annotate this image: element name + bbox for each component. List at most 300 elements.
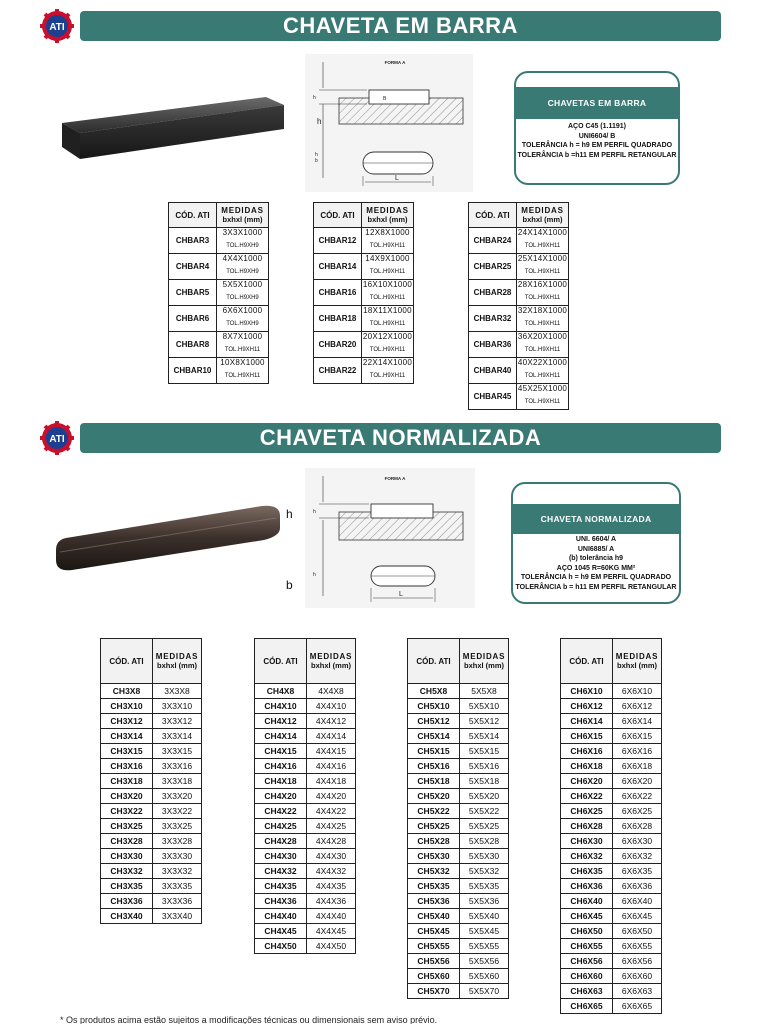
- header-measures-label: MEDIDAS: [521, 206, 564, 215]
- table-row: [101, 849, 202, 864]
- product-measure: 5X5X30: [460, 849, 509, 864]
- product-code: CH3X12: [101, 714, 153, 729]
- product-measure: 4X4X18: [307, 774, 356, 789]
- table-row: [561, 924, 662, 939]
- product-measure: 5X5X22: [460, 804, 509, 819]
- product-code: CH3X40: [101, 909, 153, 924]
- product-measure: 3X3X28: [153, 834, 202, 849]
- product-code: CHBAR10: [169, 358, 217, 384]
- product-measure: 3X3X40: [153, 909, 202, 924]
- dimension-value: 10X8X1000: [220, 358, 265, 367]
- table-row: [101, 864, 202, 879]
- table-row: [255, 864, 356, 879]
- product-measure: 6X6X15: [613, 729, 662, 744]
- product-measure: 3X3X18: [153, 774, 202, 789]
- product-code: CH4X8: [255, 684, 307, 699]
- table-row: [101, 789, 202, 804]
- info-box-normalizada: CHAVETA NORMALIZADA UNI. 6604/ A UNI6885/ A (b) tolerância h9 AÇO 1045 R=60KG MM² TOLERÂNCIA h = h9 EM PERFIL QUADRADO TOLERÂNCIA b = h11 EM PERFIL RETANGULAR: [511, 482, 681, 604]
- dimension-value: 6X6X1000: [222, 306, 263, 315]
- table-row: [101, 759, 202, 774]
- barra-table-1: [168, 202, 269, 384]
- tolerance-value: TOL.H9XH9: [226, 295, 259, 301]
- header-measures-label: MEDIDAS: [221, 206, 264, 215]
- ati-logo-icon: [40, 9, 74, 43]
- product-measure: 5X5X32: [460, 864, 509, 879]
- product-code: CH4X25: [255, 819, 307, 834]
- product-measure: 6X6X10: [613, 684, 662, 699]
- table-row: [255, 819, 356, 834]
- product-measure: 6X6X18: [613, 759, 662, 774]
- dimension-value: 20X12X1000: [362, 332, 413, 341]
- section-title-normalizada: CHAVETA NORMALIZADA: [80, 423, 721, 453]
- product-code: CH4X20: [255, 789, 307, 804]
- dimension-value: 36X20X1000: [517, 332, 568, 341]
- label-b: b: [286, 578, 293, 592]
- product-measure: 4X4X20: [307, 789, 356, 804]
- product-measure: 6X6X28: [613, 819, 662, 834]
- table-row: [408, 924, 509, 939]
- product-measure: 4X4X15: [307, 744, 356, 759]
- barra-table-3: [468, 202, 569, 410]
- product-measure: 4X4X45: [307, 924, 356, 939]
- product-measure: 5X5X10: [460, 699, 509, 714]
- product-measure: 3X3X8: [153, 684, 202, 699]
- product-measure: 5X5X40: [460, 909, 509, 924]
- table-row: [255, 699, 356, 714]
- header-measures: [307, 639, 356, 684]
- product-code: CH3X32: [101, 864, 153, 879]
- table-row: [469, 332, 569, 358]
- table-row: [408, 939, 509, 954]
- tolerance-value: TOL.H9XH11: [524, 347, 561, 353]
- product-code: CH4X10: [255, 699, 307, 714]
- product-code: CHBAR3: [169, 228, 217, 254]
- product-code: CH6X18: [561, 759, 613, 774]
- product-measure: 5X5X60: [460, 969, 509, 984]
- product-code: CH5X12: [408, 714, 460, 729]
- product-code: CH5X36: [408, 894, 460, 909]
- product-code: CH4X50: [255, 939, 307, 954]
- product-code: CH5X30: [408, 849, 460, 864]
- barra-table-2: [313, 202, 414, 384]
- product-code: CH3X10: [101, 699, 153, 714]
- tolerance-value: TOL.H9XH11: [524, 269, 561, 275]
- table-row: [561, 894, 662, 909]
- table-row: [408, 819, 509, 834]
- product-measure: 6X6X22: [613, 789, 662, 804]
- header-code: CÓD. ATI: [408, 639, 460, 684]
- dimension-value: 22X14X1000: [362, 358, 413, 367]
- product-code: CH6X40: [561, 894, 613, 909]
- table-row: [408, 969, 509, 984]
- product-measure: 5X5X55: [460, 939, 509, 954]
- product-code: CHBAR45: [469, 384, 517, 410]
- table-row: [561, 954, 662, 969]
- product-code: CH4X15: [255, 744, 307, 759]
- table-row: [101, 819, 202, 834]
- table-row: [255, 894, 356, 909]
- product-code: CH6X15: [561, 729, 613, 744]
- product-code: CHBAR40: [469, 358, 517, 384]
- product-measure: [517, 384, 569, 410]
- product-code: CHBAR12: [314, 228, 362, 254]
- product-measure: 6X6X63: [613, 984, 662, 999]
- product-code: CH4X30: [255, 849, 307, 864]
- product-measure: 4X4X12: [307, 714, 356, 729]
- table-row: [561, 834, 662, 849]
- tolerance-value: TOL.H9XH11: [224, 373, 261, 379]
- normalizada-table-ch5: [407, 638, 509, 999]
- header-measures: [217, 203, 269, 228]
- product-measure: [517, 254, 569, 280]
- product-measure: 6X6X32: [613, 849, 662, 864]
- product-code: CH6X36: [561, 879, 613, 894]
- product-measure: 4X4X22: [307, 804, 356, 819]
- product-measure: [517, 280, 569, 306]
- dimension-value: 14X9X1000: [365, 254, 410, 263]
- product-code: CH3X36: [101, 894, 153, 909]
- product-measure: 5X5X28: [460, 834, 509, 849]
- product-measure: 6X6X30: [613, 834, 662, 849]
- table-row: [408, 954, 509, 969]
- svg-text:FORMA A: FORMA A: [384, 476, 406, 481]
- header-measures-label: MEDIDAS: [366, 206, 409, 215]
- table-row: [561, 879, 662, 894]
- product-code: CH5X8: [408, 684, 460, 699]
- header-code: CÓD. ATI: [169, 203, 217, 228]
- product-measure: 4X4X35: [307, 879, 356, 894]
- table-row: [169, 332, 269, 358]
- table-row: [101, 699, 202, 714]
- product-measure: [217, 280, 269, 306]
- product-measure: 5X5X16: [460, 759, 509, 774]
- product-measure: [362, 358, 414, 384]
- normalizada-table-ch4: [254, 638, 356, 954]
- table-header-row: [469, 203, 569, 228]
- key-bar-photo: [58, 95, 286, 161]
- product-code: CHBAR24: [469, 228, 517, 254]
- product-measure: 6X6X40: [613, 894, 662, 909]
- product-measure: 3X3X35: [153, 879, 202, 894]
- forma-a-drawing-normalizada: [305, 468, 475, 608]
- header-measures-label: MEDIDAS: [155, 652, 199, 661]
- product-measure: 4X4X32: [307, 864, 356, 879]
- table-row: [255, 729, 356, 744]
- product-measure: [517, 306, 569, 332]
- product-measure: 6X6X16: [613, 744, 662, 759]
- table-row: [255, 939, 356, 954]
- header-code: CÓD. ATI: [561, 639, 613, 684]
- product-measure: 5X5X36: [460, 894, 509, 909]
- table-row: [561, 714, 662, 729]
- product-code: CH6X65: [561, 999, 613, 1014]
- product-code: CH6X35: [561, 864, 613, 879]
- table-row: [169, 358, 269, 384]
- product-code: CH5X20: [408, 789, 460, 804]
- product-code: CH6X25: [561, 804, 613, 819]
- header-units-label: bxhxl (mm): [222, 215, 263, 224]
- product-code: CH4X36: [255, 894, 307, 909]
- product-measure: 5X5X18: [460, 774, 509, 789]
- table-row: [169, 306, 269, 332]
- table-row: [561, 729, 662, 744]
- table-row: [101, 894, 202, 909]
- info-box-heading: CHAVETA NORMALIZADA: [513, 504, 679, 534]
- table-row: [314, 228, 414, 254]
- tolerance-value: TOL.H9XH11: [524, 295, 561, 301]
- tolerance-value: TOL.H9XH11: [524, 243, 561, 249]
- product-measure: [362, 332, 414, 358]
- product-measure: [362, 280, 414, 306]
- header-units-label: bxhxl (mm): [367, 215, 408, 224]
- product-code: CH5X70: [408, 984, 460, 999]
- header-code: CÓD. ATI: [469, 203, 517, 228]
- header-units-label: bxhxl (mm): [156, 661, 197, 670]
- table-row: [561, 804, 662, 819]
- product-measure: 3X3X14: [153, 729, 202, 744]
- table-row: [255, 684, 356, 699]
- product-code: CHBAR8: [169, 332, 217, 358]
- product-code: CH4X28: [255, 834, 307, 849]
- tolerance-value: TOL.H9XH11: [224, 347, 261, 353]
- product-code: CH5X14: [408, 729, 460, 744]
- table-row: [408, 894, 509, 909]
- dimension-value: 18X11X1000: [363, 306, 412, 315]
- table-row: [561, 969, 662, 984]
- product-code: CH3X30: [101, 849, 153, 864]
- tolerance-value: TOL.H9XH11: [524, 373, 561, 379]
- product-measure: [517, 332, 569, 358]
- product-measure: 3X3X32: [153, 864, 202, 879]
- product-code: CHBAR5: [169, 280, 217, 306]
- product-measure: [217, 228, 269, 254]
- table-row: [561, 759, 662, 774]
- svg-text:L: L: [399, 591, 403, 598]
- table-row: [408, 879, 509, 894]
- table-row: [314, 306, 414, 332]
- product-measure: 4X4X14: [307, 729, 356, 744]
- table-row: [561, 684, 662, 699]
- dimension-value: 4X4X1000: [222, 254, 263, 263]
- product-measure: 6X6X25: [613, 804, 662, 819]
- product-code: CH3X15: [101, 744, 153, 759]
- table-row: [561, 789, 662, 804]
- product-measure: 4X4X50: [307, 939, 356, 954]
- product-code: CH3X25: [101, 819, 153, 834]
- product-measure: [517, 228, 569, 254]
- table-row: [561, 999, 662, 1014]
- table-row: [561, 849, 662, 864]
- table-row: [101, 804, 202, 819]
- svg-text:h: h: [317, 117, 322, 126]
- product-measure: 3X3X30: [153, 849, 202, 864]
- product-code: CH4X45: [255, 924, 307, 939]
- table-row: [561, 939, 662, 954]
- dimension-value: 25X14X1000: [517, 254, 568, 263]
- product-code: CH6X56: [561, 954, 613, 969]
- product-code: CH6X12: [561, 699, 613, 714]
- product-measure: 6X6X12: [613, 699, 662, 714]
- dimension-value: 5X5X1000: [222, 280, 263, 289]
- product-code: CH6X30: [561, 834, 613, 849]
- table-row: [561, 774, 662, 789]
- table-row: [101, 684, 202, 699]
- product-code: CHBAR14: [314, 254, 362, 280]
- dimension-value: 3X3X1000: [222, 228, 263, 237]
- table-row: [169, 254, 269, 280]
- table-row: [561, 984, 662, 999]
- svg-text:h: h: [313, 95, 316, 101]
- product-code: CH3X14: [101, 729, 153, 744]
- product-code: CH5X22: [408, 804, 460, 819]
- product-measure: 6X6X56: [613, 954, 662, 969]
- product-measure: [517, 358, 569, 384]
- product-code: CHBAR25: [469, 254, 517, 280]
- header-measures: [613, 639, 662, 684]
- table-header-row: [561, 639, 662, 684]
- table-row: [255, 924, 356, 939]
- product-measure: 6X6X20: [613, 774, 662, 789]
- product-measure: 5X5X35: [460, 879, 509, 894]
- product-measure: 6X6X36: [613, 879, 662, 894]
- product-code: CH3X8: [101, 684, 153, 699]
- product-code: CH4X35: [255, 879, 307, 894]
- table-row: [101, 834, 202, 849]
- product-measure: [217, 254, 269, 280]
- table-row: [469, 228, 569, 254]
- table-header-row: [314, 203, 414, 228]
- product-measure: 4X4X28: [307, 834, 356, 849]
- table-row: [561, 744, 662, 759]
- product-measure: 5X5X25: [460, 819, 509, 834]
- product-code: CH5X18: [408, 774, 460, 789]
- table-row: [561, 699, 662, 714]
- normalizada-table-ch3: [100, 638, 202, 924]
- product-code: CH4X22: [255, 804, 307, 819]
- product-code: CHBAR16: [314, 280, 362, 306]
- product-code: CH5X55: [408, 939, 460, 954]
- table-header-row: [255, 639, 356, 684]
- dimension-value: 24X14X1000: [517, 228, 568, 237]
- table-row: [255, 849, 356, 864]
- product-measure: [362, 306, 414, 332]
- table-row: [408, 804, 509, 819]
- footnote: * Os produtos acima estão sujeitos a modificações técnicas ou dimensionais sem aviso prévio.: [60, 1015, 438, 1024]
- table-row: [408, 849, 509, 864]
- product-code: CH4X12: [255, 714, 307, 729]
- tolerance-value: TOL.H9XH11: [369, 373, 406, 379]
- header-units-label: bxhxl (mm): [310, 661, 351, 670]
- product-code: CHBAR36: [469, 332, 517, 358]
- product-measure: 5X5X20: [460, 789, 509, 804]
- product-code: CH6X16: [561, 744, 613, 759]
- product-measure: 6X6X45: [613, 909, 662, 924]
- product-code: CH6X10: [561, 684, 613, 699]
- table-row: [255, 744, 356, 759]
- product-measure: [217, 358, 269, 384]
- product-code: CH3X35: [101, 879, 153, 894]
- product-measure: 3X3X22: [153, 804, 202, 819]
- product-code: CH5X28: [408, 834, 460, 849]
- svg-text:h: h: [313, 572, 316, 578]
- product-code: CH5X32: [408, 864, 460, 879]
- table-row: [101, 714, 202, 729]
- dimension-value: 8X7X1000: [222, 332, 263, 341]
- product-code: CHBAR4: [169, 254, 217, 280]
- header-units-label: bxhxl (mm): [616, 661, 657, 670]
- table-header-row: [169, 203, 269, 228]
- product-code: CH5X35: [408, 879, 460, 894]
- key-normalizada-photo: [52, 500, 284, 574]
- forma-a-drawing-barra: [305, 54, 473, 192]
- header-measures: [153, 639, 202, 684]
- tolerance-value: TOL.H9XH11: [369, 347, 406, 353]
- product-code: CH4X18: [255, 774, 307, 789]
- header-units-label: bxhxl (mm): [522, 215, 563, 224]
- product-measure: 4X4X8: [307, 684, 356, 699]
- svg-text:L: L: [395, 175, 399, 182]
- header-measures-label: MEDIDAS: [309, 652, 353, 661]
- header-code: CÓD. ATI: [314, 203, 362, 228]
- table-row: [408, 714, 509, 729]
- header-units-label: bxhxl (mm): [463, 661, 504, 670]
- table-row: [314, 280, 414, 306]
- product-measure: 5X5X45: [460, 924, 509, 939]
- product-code: CHBAR32: [469, 306, 517, 332]
- product-code: CH3X20: [101, 789, 153, 804]
- product-measure: 4X4X16: [307, 759, 356, 774]
- table-row: [169, 280, 269, 306]
- table-row: [101, 744, 202, 759]
- table-row: [169, 228, 269, 254]
- product-measure: 5X5X14: [460, 729, 509, 744]
- table-row: [408, 789, 509, 804]
- info-box-barra: CHAVETAS EM BARRA AÇO C45 (1.1191) UNI6604/ B TOLERÂNCIA h = h9 EM PERFIL QUADRADO TOLERÂNCIA b =h11 EM PERFIL RETANGULAR: [514, 71, 680, 185]
- tolerance-value: TOL.H9XH9: [226, 243, 259, 249]
- product-code: CH4X40: [255, 909, 307, 924]
- table-row: [255, 774, 356, 789]
- header-measures: [460, 639, 509, 684]
- table-row: [561, 909, 662, 924]
- product-code: CHBAR6: [169, 306, 217, 332]
- product-measure: 5X5X12: [460, 714, 509, 729]
- table-row: [101, 729, 202, 744]
- table-row: [408, 759, 509, 774]
- svg-text:b: b: [315, 158, 318, 164]
- product-code: CHBAR22: [314, 358, 362, 384]
- product-code: CHBAR18: [314, 306, 362, 332]
- product-code: CH5X10: [408, 699, 460, 714]
- tolerance-value: TOL.H9XH9: [226, 269, 259, 275]
- normalizada-table-ch6: [560, 638, 662, 1014]
- tolerance-value: TOL.H9XH11: [524, 321, 561, 327]
- product-measure: [362, 254, 414, 280]
- table-row: [314, 358, 414, 384]
- header-measures-label: MEDIDAS: [615, 652, 659, 661]
- table-row: [408, 864, 509, 879]
- product-measure: 6X6X65: [613, 999, 662, 1014]
- dimension-value: 12X8X1000: [365, 228, 410, 237]
- logo-text: ATI: [49, 22, 65, 33]
- product-code: CH3X18: [101, 774, 153, 789]
- tolerance-value: TOL.H9XH11: [369, 321, 406, 327]
- product-code: CH5X60: [408, 969, 460, 984]
- product-code: CH5X15: [408, 744, 460, 759]
- table-row: [101, 774, 202, 789]
- product-code: CHBAR28: [469, 280, 517, 306]
- table-row: [255, 789, 356, 804]
- product-code: CH4X16: [255, 759, 307, 774]
